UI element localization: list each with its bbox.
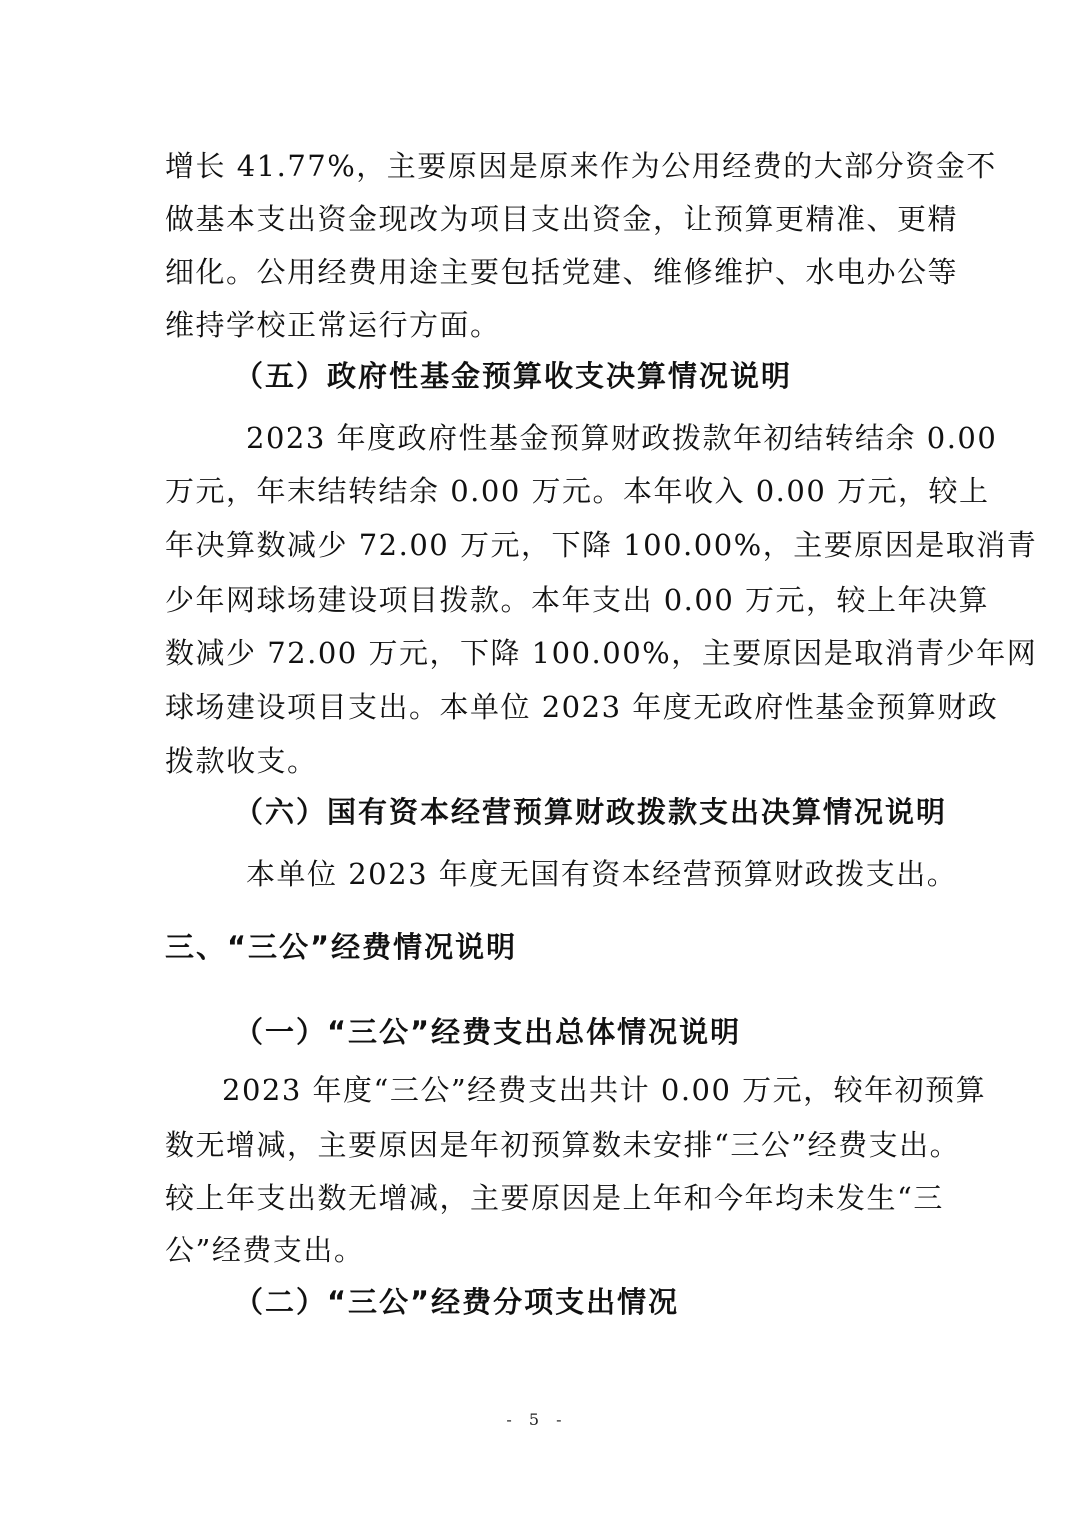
section-heading-5: （五）政府性基金预算收支决算情况说明: [234, 359, 793, 393]
paragraph-line: 万元，年末结转结余 0.00 万元。本年收入 0.00 万元，较上: [165, 474, 990, 508]
paragraph-line: 公”经费支出。: [165, 1233, 365, 1267]
section-heading-6: （六）国有资本经营预算财政拨款支出决算情况说明: [234, 795, 948, 829]
paragraph-line: 本单位 2023 年度无国有资本经营预算财政拨支出。: [246, 857, 958, 891]
part-heading-3: 三、“三公”经费情况说明: [165, 930, 518, 964]
paragraph-line: 拨款收支。: [165, 744, 318, 778]
page-number: - 5 -: [506, 1410, 568, 1429]
paragraph-line: 细化。公用经费用途主要包括党建、维修维护、水电办公等: [165, 255, 959, 289]
paragraph-line: 数无增减，主要原因是年初预算数未安排“三公”经费支出。: [165, 1128, 961, 1162]
subsection-heading-2: （二）“三公”经费分项支出情况: [234, 1285, 680, 1319]
paragraph-line: 增长 41.77%，主要原因是原来作为公用经费的大部分资金不: [165, 149, 997, 183]
paragraph-line: 年决算数减少 72.00 万元，下降 100.00%，主要原因是取消青: [165, 528, 1038, 562]
paragraph-line: 维持学校正常运行方面。: [165, 308, 501, 342]
paragraph-line: 球场建设项目支出。本单位 2023 年度无政府性基金预算财政: [165, 690, 999, 724]
subsection-heading-1: （一）“三公”经费支出总体情况说明: [234, 1015, 742, 1049]
paragraph-line: 较上年支出数无增减，主要原因是上年和今年均未发生“三: [165, 1181, 944, 1215]
paragraph-line: 做基本支出资金现改为项目支出资金，让预算更精准、更精: [165, 202, 959, 236]
paragraph-line: 2023 年度“三公”经费支出共计 0.00 万元，较年初预算: [222, 1073, 987, 1107]
paragraph-line: 数减少 72.00 万元，下降 100.00%，主要原因是取消青少年网: [165, 636, 1038, 670]
paragraph-line: 2023 年度政府性基金预算财政拨款年初结转结余 0.00: [246, 421, 998, 455]
paragraph-line: 少年网球场建设项目拨款。本年支出 0.00 万元，较上年决算: [165, 583, 990, 617]
